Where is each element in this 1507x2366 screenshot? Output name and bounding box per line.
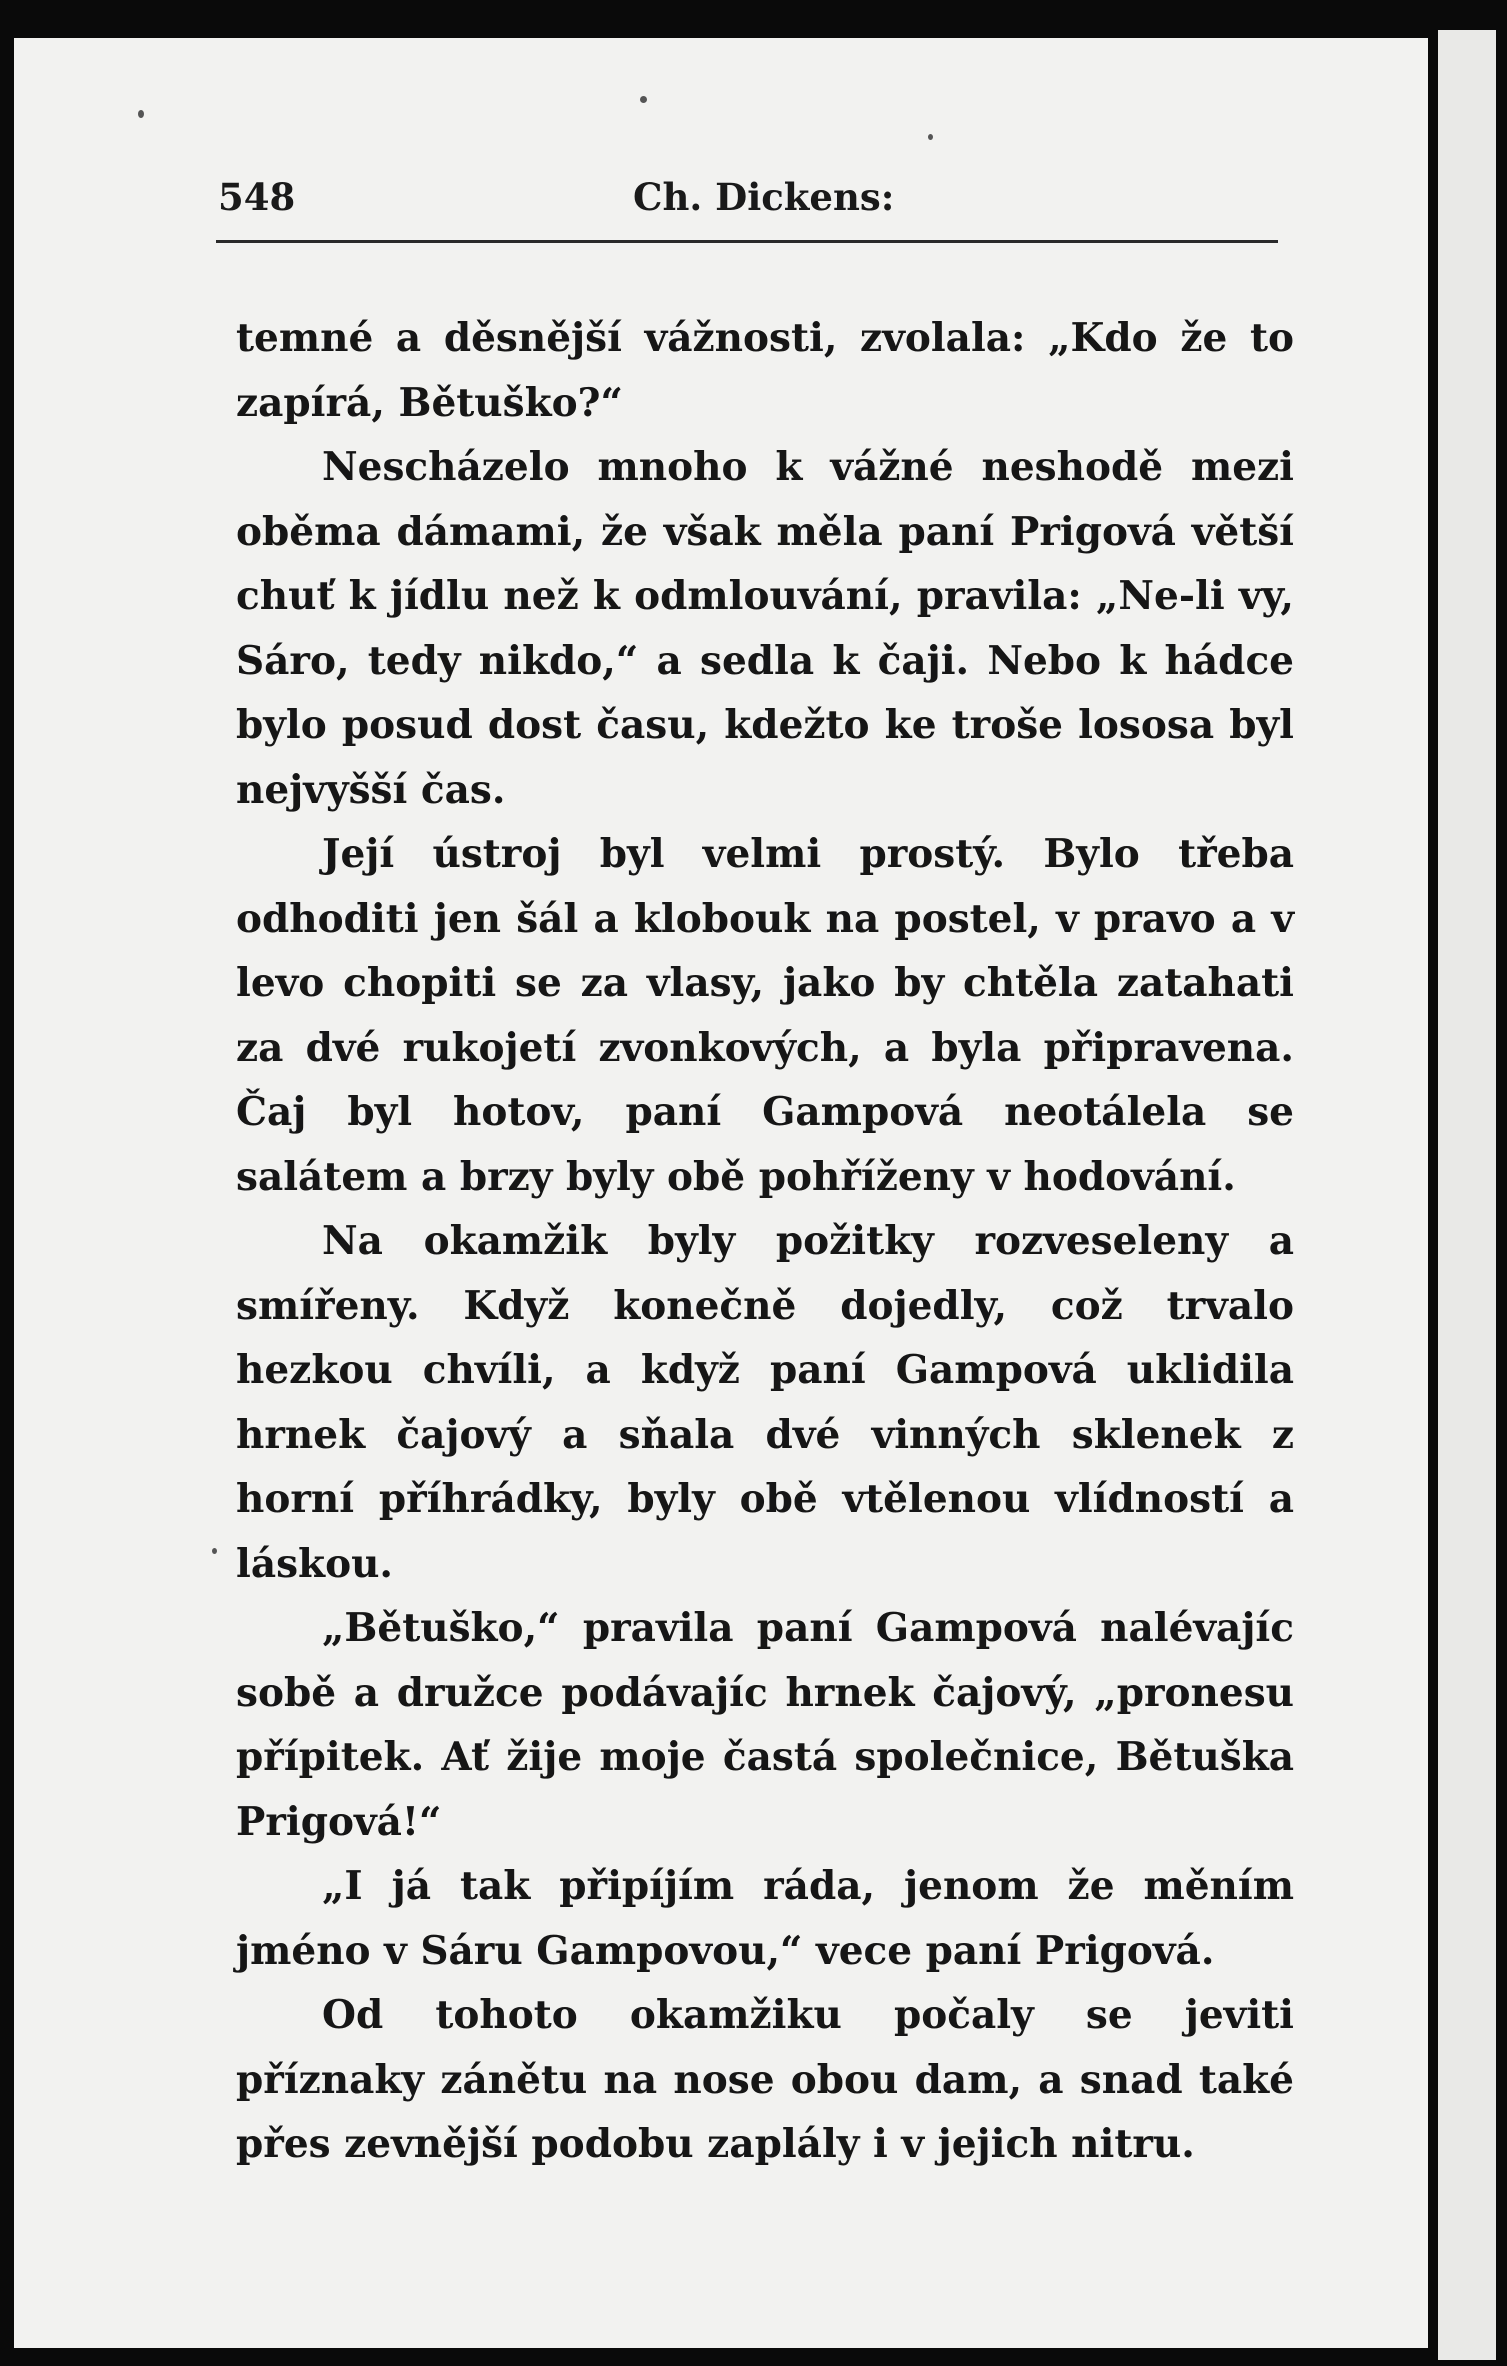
paragraph: Od tohoto okamžiku počaly se jeviti příznaky zánětu na nose obou dam, a snad také přes zevnější podobu zaplály i v jejich nitru. xyxy=(236,1992,1294,2167)
running-header xyxy=(218,175,1293,225)
running-title: Ch. Dickens: xyxy=(633,175,895,219)
page-number: 548 xyxy=(218,175,296,219)
paragraph: temné a děsnější vážnosti, zvolala: „Kdo že to zapírá, Bětuško?“ xyxy=(236,315,1294,426)
paper-speck xyxy=(928,134,933,140)
body-text xyxy=(236,306,1294,2177)
paragraph: Na okamžik byly požitky rozveseleny a smířeny. Když konečně dojedly, což trvalo hezkou chvíli, a když paní Gampová uklidila hrnek čajový a sňala dvé vinných sklenek z horní příhrádky, byly obě vtělenou vlídností a láskou. xyxy=(236,1218,1294,1587)
paragraph: „Bětuško,“ pravila paní Gampová nalévajíc sobě a družce podávajíc hrnek čajový, „pronesu přípitek. Ať žije moje častá společnice, Bětuška Prigová!“ xyxy=(236,1605,1294,1845)
paragraph: „I já tak připíjím ráda, jenom že měním jméno v Sáru Gampovou,“ vece paní Prigová. xyxy=(236,1863,1294,1974)
paragraph: Nescházelo mnoho k vážné neshodě mezi oběma dámami, že však měla paní Prigová větší chuť k jídlu než k odmlouvání, pravila: „Ne-li vy, Sáro, tedy nikdo,“ a sedla k čaji. Nebo k hádce bylo posud dost času, kdežto ke troše lososa byl nejvyšší čas. xyxy=(236,444,1294,813)
adjacent-page-edge xyxy=(1438,30,1496,2360)
header-rule xyxy=(216,240,1278,243)
paragraph: Její ústroj byl velmi prostý. Bylo třeba odhoditi jen šál a klobouk na postel, v pravo a v levo chopiti se za vlasy, jako by chtěla zatahati za dvé rukojetí zvonkových, a byla připravena. Čaj byl hotov, paní Gampová neotálela se salátem a brzy byly obě pohříženy v hodování. xyxy=(236,831,1294,1200)
paper-speck xyxy=(640,96,647,103)
paper-speck xyxy=(138,110,144,118)
paper-speck xyxy=(212,1548,217,1554)
